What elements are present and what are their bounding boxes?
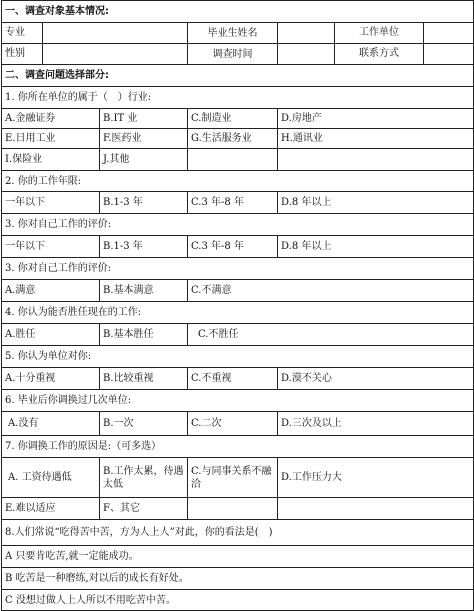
basic-info-row-1 xyxy=(2,23,474,44)
q6-options-row xyxy=(2,412,474,436)
q1-option-f[interactable]: F.医药业 xyxy=(100,129,188,149)
q6-question-row xyxy=(2,390,474,412)
employer-cell xyxy=(278,23,474,44)
q1-empty-2 xyxy=(278,149,474,171)
q2-option-d[interactable]: D.8 年以上 xyxy=(278,192,474,214)
q4-option-c[interactable]: C.不胜任 xyxy=(188,324,474,346)
q8-option-a[interactable]: A 只要肯吃苦,就一定能成功。 xyxy=(2,546,474,568)
q1-text: 1. 你所在单位的属于（ ）行业: xyxy=(2,87,474,109)
major-label: 专业 xyxy=(2,23,43,43)
q1-option-c[interactable]: C.制造业 xyxy=(188,109,278,129)
q7-empty-2 xyxy=(278,498,474,520)
q3a-options-row xyxy=(2,236,474,258)
major-cell xyxy=(2,23,188,44)
q1-option-g[interactable]: G.生活服务业 xyxy=(188,129,278,149)
q5-option-c[interactable]: C.不重视 xyxy=(188,368,278,390)
q7-option-e[interactable]: E.难以适应 xyxy=(2,498,100,520)
q1-option-d[interactable]: D.房地产 xyxy=(278,109,474,129)
contact-label: 联系方式 xyxy=(335,44,424,64)
q1-question-row xyxy=(2,87,474,109)
q1-empty-1 xyxy=(188,149,278,171)
q3b-option-b[interactable]: B.基本满意 xyxy=(100,280,188,302)
q8-text: 8.人们常说“吃得苦中苦，方为人上人”对此，你的看法是( ) xyxy=(2,520,474,546)
q7-empty-1 xyxy=(188,498,278,520)
q2-options-row xyxy=(2,192,474,214)
q3a-option-c[interactable]: C.3 年-8 年 xyxy=(188,236,278,258)
survey-time-value[interactable] xyxy=(278,44,335,64)
q5-question-row xyxy=(2,346,474,368)
section1-header-row xyxy=(2,1,474,23)
q6-option-c[interactable]: C.二次 xyxy=(188,412,278,436)
q2-text: 2. 你的工作年限: xyxy=(2,171,474,192)
q4-text: 4. 你认为能否胜任现在的工作: xyxy=(2,302,474,324)
section2-header-row xyxy=(2,65,474,87)
q5-options-row xyxy=(2,368,474,390)
q8-option-c[interactable]: C 没想过做人上人所以不用吃苦中苦。 xyxy=(2,590,474,611)
q1-option-j[interactable]: J.其他 xyxy=(100,149,188,171)
q3a-question-row xyxy=(2,214,474,236)
q5-option-d[interactable]: D.漠不关心 xyxy=(278,368,474,390)
q4-question-row xyxy=(2,302,474,324)
q1-options-row-3 xyxy=(2,149,474,171)
q3b-option-c[interactable]: C.不满意 xyxy=(188,280,474,302)
q7-question-row xyxy=(2,436,474,458)
gender-cell xyxy=(2,44,188,65)
graduate-name-label: 毕业生姓名 xyxy=(188,23,278,44)
q7-option-f[interactable]: F、其它 xyxy=(100,498,188,520)
q8-option-b-row xyxy=(2,568,474,590)
q8-option-c-row xyxy=(2,590,474,611)
employer-label: 工作单位 xyxy=(335,23,424,43)
q7-text: 7. 你调换工作的原因是:（可多选） xyxy=(2,436,474,458)
q5-option-b[interactable]: B.比较重视 xyxy=(100,368,188,390)
q5-text: 5. 你认为单位对你: xyxy=(2,346,474,368)
q6-option-b[interactable]: B.一次 xyxy=(100,412,188,436)
q7-option-a[interactable]: A. 工资待遇低 xyxy=(2,458,100,498)
gender-label: 性别 xyxy=(2,44,43,64)
survey-time-label: 调查时间 xyxy=(188,44,278,65)
q3a-text: 3. 你对自己工作的评价: xyxy=(2,214,474,236)
q4-options-row xyxy=(2,324,474,346)
q3b-text: 3. 你对自己工作的评价: xyxy=(2,258,474,280)
q3a-option-d[interactable]: D.8 年以上 xyxy=(278,236,474,258)
contact-cell xyxy=(278,44,474,65)
q8-question-row xyxy=(2,520,474,546)
q7-option-b[interactable]: B.工作太累，待遇太低 xyxy=(100,458,188,498)
q7-options-row-1 xyxy=(2,458,474,498)
section1-title: 一、调查对象基本情况: xyxy=(2,1,474,23)
q1-options-row-2 xyxy=(2,129,474,149)
q8-option-a-row xyxy=(2,546,474,568)
q3a-option-b[interactable]: B.1-3 年 xyxy=(100,236,188,258)
q2-option-b[interactable]: B.1-3 年 xyxy=(100,192,188,214)
q1-option-b[interactable]: B.IT 业 xyxy=(100,109,188,129)
q2-option-c[interactable]: C.3 年-8 年 xyxy=(188,192,278,214)
survey-table xyxy=(1,0,474,611)
q3b-options-row xyxy=(2,280,474,302)
q6-option-d[interactable]: D.三次及以上 xyxy=(278,412,474,436)
section2-title: 二、调查问题选择部分: xyxy=(2,65,474,87)
q7-option-d[interactable]: D.工作压力大 xyxy=(278,458,474,498)
q4-option-a[interactable]: A.胜任 xyxy=(2,324,100,346)
q1-option-a[interactable]: A.金融证券 xyxy=(2,109,100,129)
q1-option-i[interactable]: I.保险业 xyxy=(2,149,100,171)
q5-option-a[interactable]: A.十分重视 xyxy=(2,368,100,390)
q7-options-row-2 xyxy=(2,498,474,520)
q1-options-row-1 xyxy=(2,109,474,129)
q1-option-e[interactable]: E.日用工业 xyxy=(2,129,100,149)
q3b-question-row xyxy=(2,258,474,280)
q2-option-a[interactable]: 一年以下 xyxy=(2,192,100,214)
graduate-name-value[interactable] xyxy=(278,23,335,43)
q4-option-b[interactable]: B.基本胜任 xyxy=(100,324,188,346)
q3b-option-a[interactable]: A.满意 xyxy=(2,280,100,302)
q7-option-c[interactable]: C.与同事关系不融洽 xyxy=(188,458,278,498)
q8-option-b[interactable]: B 吃苦是一种磨练,对以后的成长有好处。 xyxy=(2,568,474,590)
q1-option-h[interactable]: H.通讯业 xyxy=(278,129,474,149)
basic-info-row-2 xyxy=(2,44,474,65)
q6-option-a[interactable]: A.没有 xyxy=(2,412,100,436)
q6-text: 6. 毕业后你调换过几次单位: xyxy=(2,390,474,412)
q2-question-row xyxy=(2,171,474,192)
q3a-option-a[interactable]: 一年以下 xyxy=(2,236,100,258)
